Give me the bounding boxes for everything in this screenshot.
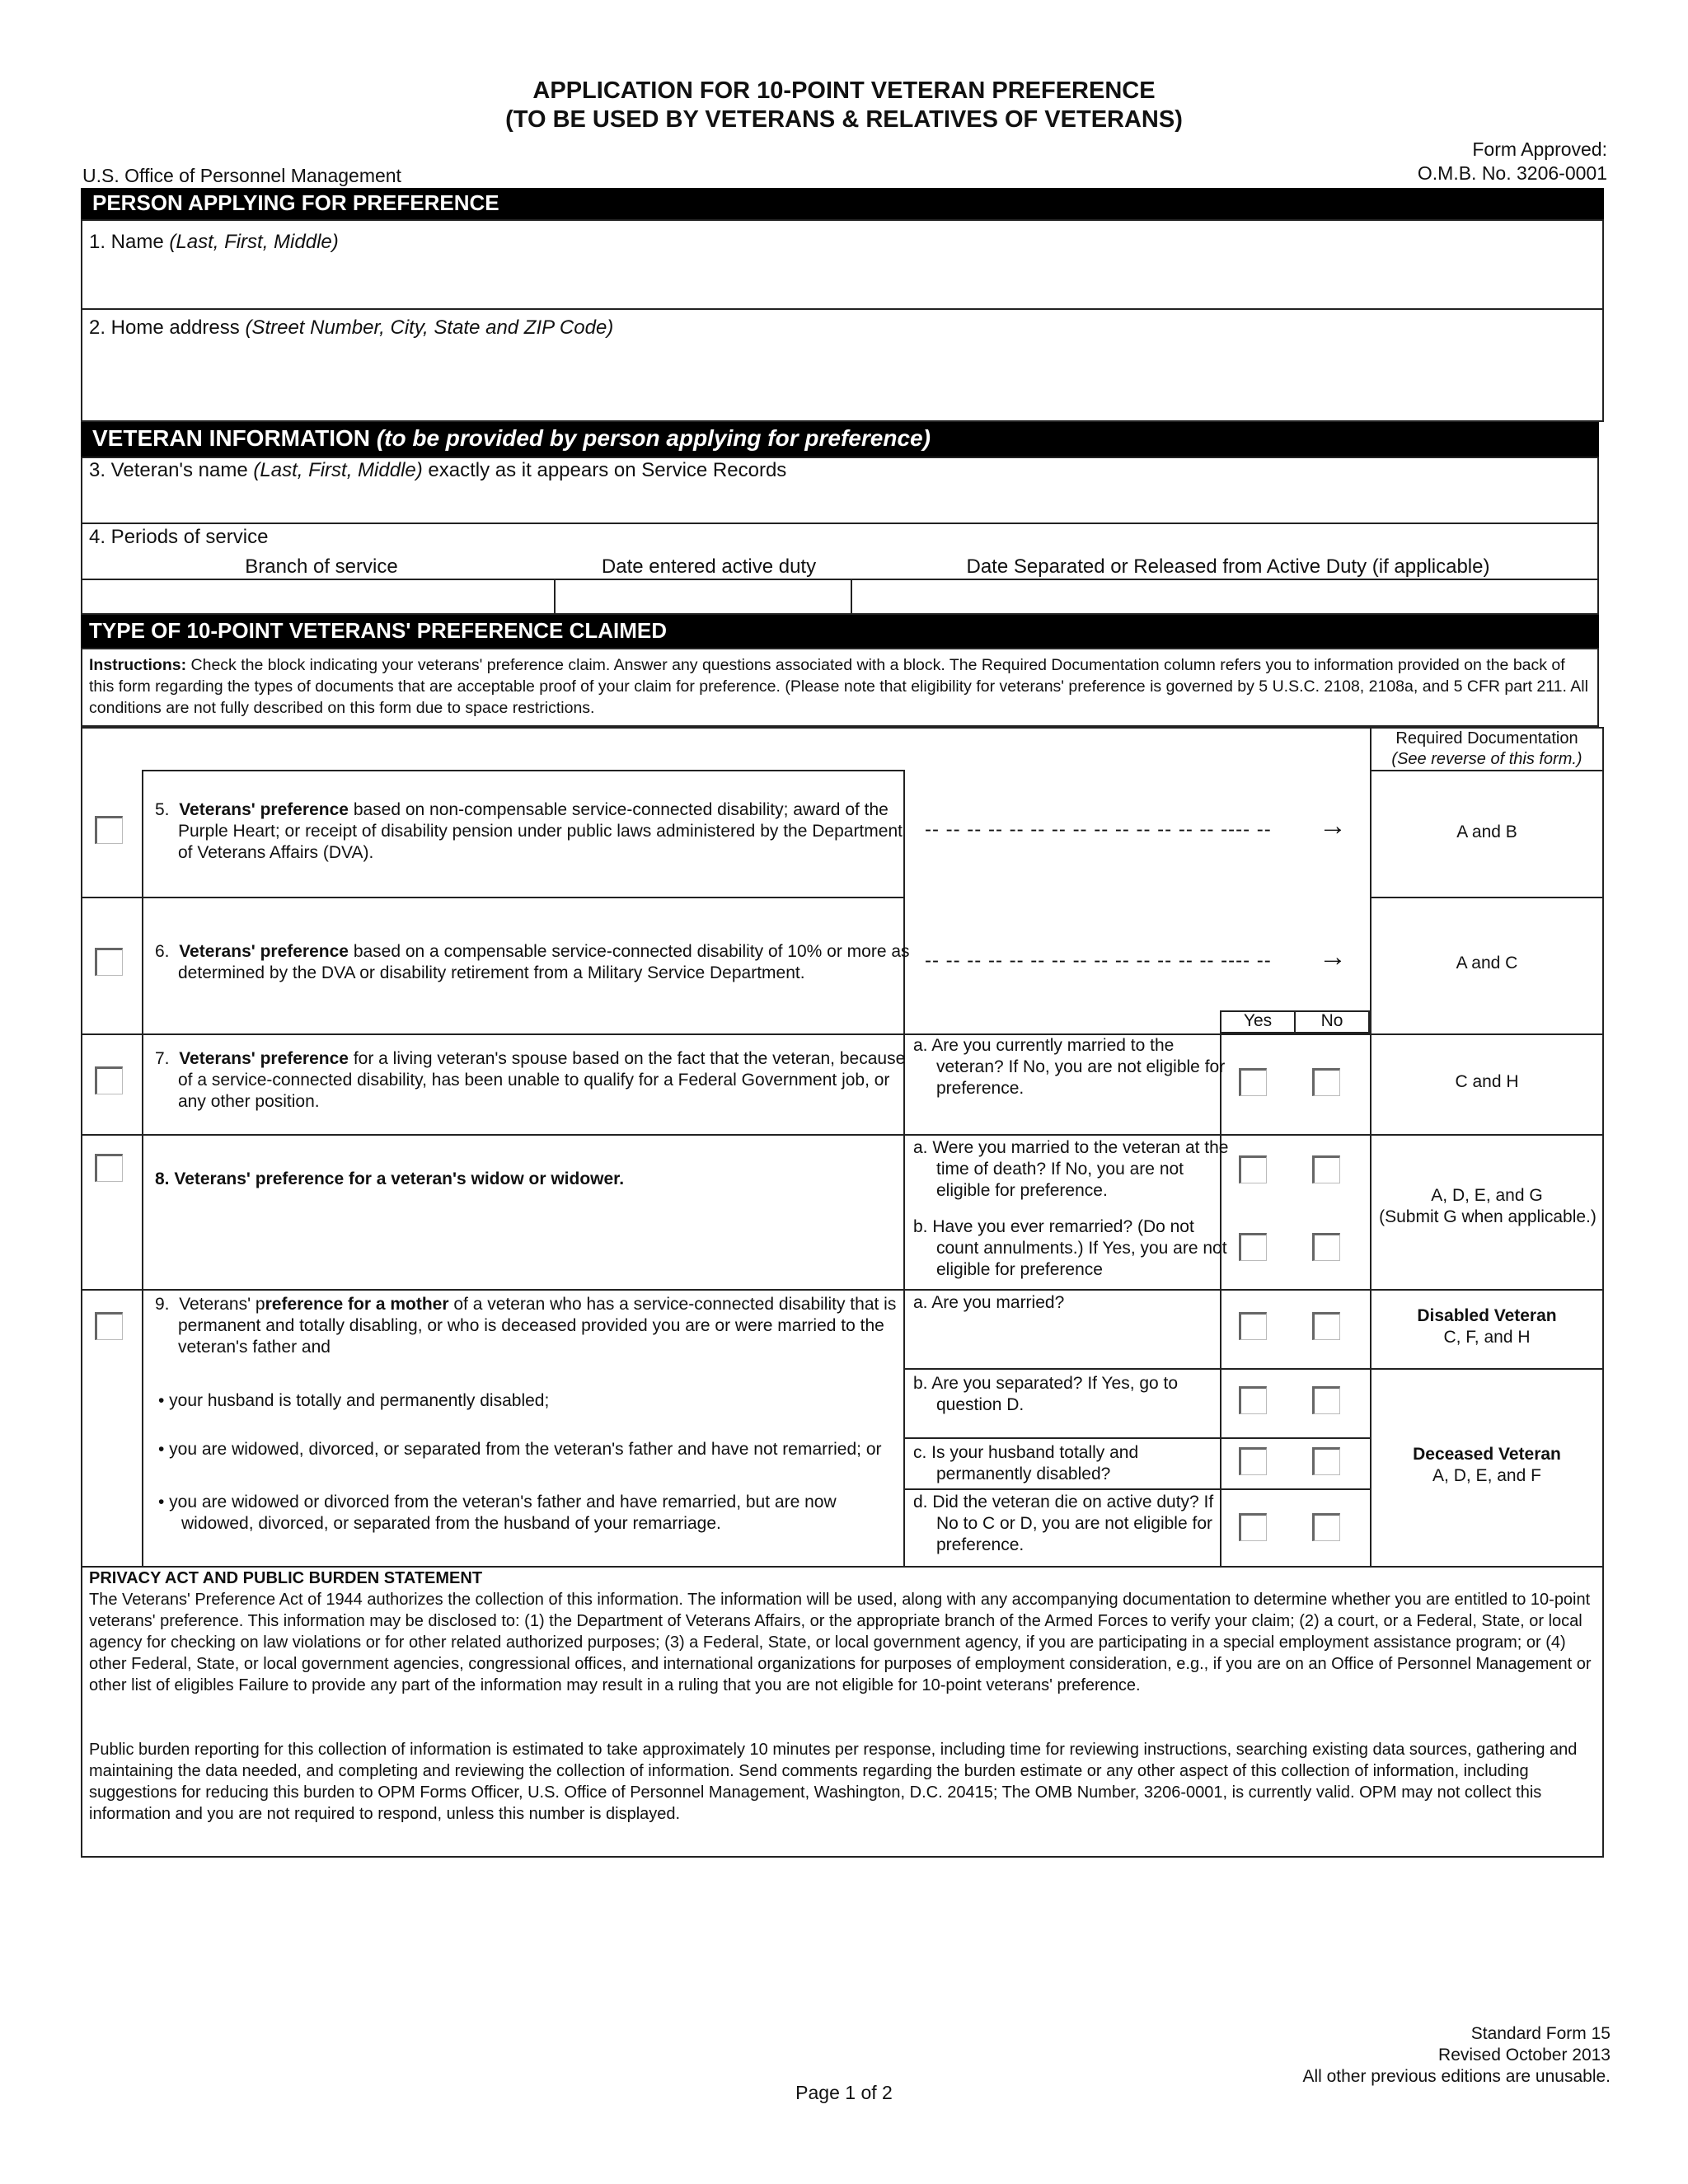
item-9-question-a: a. Are you married? bbox=[913, 1293, 1065, 1312]
divider bbox=[903, 1368, 1604, 1370]
item-9-deceased-veteran-title: Deceased Veteran bbox=[1413, 1445, 1561, 1464]
section-veteran-information: VETERAN INFORMATION (to be provided by person applying for preference) bbox=[81, 422, 1599, 457]
checkbox-item-6[interactable] bbox=[95, 948, 123, 976]
item-8-documentation: A, D, E, and G bbox=[1431, 1186, 1543, 1205]
item-9-bullet-1: • your husband is totally and permanently disabled; bbox=[158, 1391, 550, 1410]
divider bbox=[1370, 1033, 1372, 1568]
item-9d-yes-checkbox[interactable] bbox=[1239, 1513, 1267, 1541]
checkbox-item-5[interactable] bbox=[95, 816, 123, 844]
item-8b-yes-checkbox[interactable] bbox=[1239, 1233, 1267, 1261]
item-8a-no-checkbox[interactable] bbox=[1312, 1155, 1340, 1183]
item-7-text: 7. Veterans' preference for a living veteran's spouse based on the fact that the veteran, because of a service-connected disability, has been unable to qualify for a Federal Government job, or any other position. bbox=[155, 1049, 906, 1111]
item-9-question-b: b. Are you separated? If Yes, go to question D. bbox=[913, 1374, 1179, 1414]
item-9-bullet-2: • you are widowed, divorced, or separated from the veteran's father and have not remarried; or bbox=[158, 1440, 882, 1459]
item-9-deceased-veteran-documentation: A, D, E, and F bbox=[1432, 1466, 1541, 1485]
page-number: Page 1 of 2 bbox=[795, 2082, 893, 2103]
instructions-text: Instructions: Check the block indicating your veterans' preference claim. Answer any questions associated with a block. The Required Documentation column refers you to information provided on the back of this form regarding the types of documents that are acceptable proof of your claim for preference. (Please note that eligibility for veterans' preference is governed by 5 U.S.C. 2108, 2108a, and 5 CFR part 211. All conditions are not fully described on this form due to space restrictions. bbox=[89, 656, 1588, 717]
date-separated-input[interactable] bbox=[852, 580, 1597, 613]
item-7a-yes-checkbox[interactable] bbox=[1239, 1068, 1267, 1096]
item-7-documentation: C and H bbox=[1455, 1072, 1519, 1091]
item-9-text: 9. Veterans' preference for a mother of a veteran who has a service-connected disability that is permanent and totally disabling, or who is deceased provided you are or were married to the veteran's father and bbox=[155, 1295, 897, 1357]
privacy-act-paragraph: The Veterans' Preference Act of 1944 authorizes the collection of this information. The information will be used, along with any accompanying documentation to determine whether you are entitled to 10-point veterans' preference. This information may be disclosed to: (1) the Department of Veterans Affairs, or the appropriate branch of the Armed Forces to verify your claim; (2) a court, or a Federal, State, or local agency for checking on law violations or for other related authorized purposes; (3) a Federal, State, or local government agency, if you are participating in a special employment assistance program; or (4) other Federal, State, or local government agencies, congressional offices, and international organizations for purposes of employment consideration, e.g., if you are on an Office of Personnel Management or other list of eligibles Failure to provide any part of the information may result in a ruling that you are not eligible for 10-point veterans' preference. bbox=[89, 1591, 1592, 1694]
item-6-documentation: A and C bbox=[1456, 954, 1518, 972]
dashed-leader: -- -- -- -- -- -- -- -- -- -- -- -- -- -- ---- -- bbox=[925, 818, 1272, 841]
date-entered-input[interactable] bbox=[556, 580, 849, 613]
item-9-bullet-3: • you are widowed or divorced from the veteran's father and have remarried, but are now widowed, divorced, or separated from the husband of your remarriage. bbox=[158, 1493, 837, 1533]
revision-date: Revised October 2013 bbox=[1438, 2046, 1611, 2064]
checkbox-item-8[interactable] bbox=[95, 1154, 123, 1182]
item-9a-no-checkbox[interactable] bbox=[1312, 1312, 1340, 1340]
divider bbox=[81, 1289, 1604, 1291]
divider bbox=[81, 1134, 1604, 1136]
section-type-of-preference: TYPE OF 10-POINT VETERANS' PREFERENCE CLAIMED bbox=[81, 615, 1599, 648]
item-9-question-c: c. Is your husband totally and permanently disabled? bbox=[913, 1443, 1139, 1483]
veteran-name-input[interactable] bbox=[82, 482, 1597, 522]
item-9b-no-checkbox[interactable] bbox=[1312, 1386, 1340, 1414]
item-8-text: 8. Veterans' preference for a veteran's widow or widower. bbox=[155, 1169, 625, 1188]
divider bbox=[81, 523, 1599, 524]
name-field-label: 1. Name (Last, First, Middle) bbox=[89, 231, 339, 253]
item-9-disabled-veteran-title: Disabled Veteran bbox=[1417, 1306, 1557, 1325]
item-6-text: 6. Veterans' preference based on a compensable service-connected disability of 10% or more as determined by the DVA or disability retirement from a Military Service Department. bbox=[155, 942, 910, 982]
divider bbox=[81, 897, 905, 898]
item-9c-yes-checkbox[interactable] bbox=[1239, 1447, 1267, 1475]
yes-column-label: Yes bbox=[1243, 1011, 1273, 1030]
item-9a-yes-checkbox[interactable] bbox=[1239, 1312, 1267, 1340]
item-7-question-a: a. Are you currently married to the veteran? If No, you are not eligible for preference. bbox=[913, 1036, 1226, 1098]
address-input[interactable] bbox=[82, 338, 1602, 420]
branch-input[interactable] bbox=[82, 580, 552, 613]
required-documentation-header: Required Documentation (See reverse of this form.) bbox=[1391, 729, 1582, 768]
item-7a-no-checkbox[interactable] bbox=[1312, 1068, 1340, 1096]
address-field-label: 2. Home address (Street Number, City, State and ZIP Code) bbox=[89, 316, 614, 339]
agency-name: U.S. Office of Personnel Management bbox=[82, 165, 401, 186]
section-person-applying: PERSON APPLYING FOR PREFERENCE bbox=[81, 188, 1604, 219]
item-9-question-d: d. Did the veteran die on active duty? If No to C or D, you are not eligible for preference. bbox=[913, 1493, 1214, 1554]
checkbox-item-9[interactable] bbox=[95, 1312, 123, 1340]
previous-editions-note: All other previous editions are unusable. bbox=[1302, 2067, 1611, 2086]
form-title-line2: (TO BE USED BY VETERANS & RELATIVES OF VETERANS) bbox=[505, 106, 1183, 133]
item-8a-yes-checkbox[interactable] bbox=[1239, 1155, 1267, 1183]
public-burden-paragraph: Public burden reporting for this collection of information is estimated to take approximately 10 minutes per response, including time for reviewing instructions, searching existing data sources, gathering and maintaining the data needed, and completing and reviewing the collection of information. Send comments regarding the burden estimate or any other aspect of this collection of information, including suggestions for reducing this burden to OPM Forms Officer, U.S. Office of Personnel Management, Washington, D.C. 20415; The OMB Number, 3206-0001, is currently valid. OPM may not collect this information and you are not required to respond, unless this number is displayed. bbox=[89, 1741, 1578, 1823]
col-date-entered: Date entered active duty bbox=[601, 555, 817, 578]
checkbox-item-7[interactable] bbox=[95, 1066, 123, 1094]
periods-of-service-label: 4. Periods of service bbox=[89, 526, 269, 548]
item-9-disabled-veteran-documentation: C, F, and H bbox=[1443, 1328, 1531, 1347]
item-5-documentation: A and B bbox=[1456, 823, 1517, 841]
col-branch-of-service: Branch of service bbox=[245, 555, 398, 578]
divider bbox=[142, 770, 905, 771]
divider bbox=[1370, 897, 1604, 898]
standard-form-name: Standard Form 15 bbox=[1470, 2024, 1611, 2043]
item-9c-no-checkbox[interactable] bbox=[1312, 1447, 1340, 1475]
omb-number: O.M.B. No. 3206-0001 bbox=[1417, 162, 1607, 184]
form-approved-label: Form Approved: bbox=[1472, 138, 1607, 160]
divider bbox=[81, 1033, 1604, 1035]
arrow-right-icon: → bbox=[1319, 810, 1347, 841]
item-8-question-a: a. Were you married to the veteran at the time of death? If No, you are not eligible for preference. bbox=[913, 1138, 1229, 1200]
divider bbox=[1370, 727, 1372, 1033]
divider bbox=[1370, 770, 1604, 771]
item-8-question-b: b. Have you ever remarried? (Do not count annulments.) If Yes, you are not eligible for preference bbox=[913, 1217, 1227, 1279]
veteran-name-label: 3. Veteran's name (Last, First, Middle) exactly as it appears on Service Records bbox=[89, 459, 787, 481]
item-5-text: 5. Veterans' preference based on non-compensable service-connected disability; award of the Purple Heart; or receipt of disability pension under public laws administered by the Department of Veterans Affairs (DVA). bbox=[155, 800, 903, 862]
dashed-leader: -- -- -- -- -- -- -- -- -- -- -- -- -- -- ---- -- bbox=[925, 949, 1272, 972]
name-input[interactable] bbox=[82, 251, 1602, 307]
form-title-line1: APPLICATION FOR 10-POINT VETERAN PREFERENCE bbox=[532, 77, 1156, 104]
divider bbox=[142, 770, 143, 1568]
item-8b-no-checkbox[interactable] bbox=[1312, 1233, 1340, 1261]
item-9d-no-checkbox[interactable] bbox=[1312, 1513, 1340, 1541]
no-column-label: No bbox=[1320, 1011, 1343, 1030]
divider bbox=[903, 1488, 1370, 1490]
privacy-act-title: PRIVACY ACT AND PUBLIC BURDEN STATEMENT bbox=[89, 1569, 483, 1587]
arrow-right-icon: → bbox=[1319, 941, 1347, 972]
col-date-separated: Date Separated or Released from Active Duty (if applicable) bbox=[966, 555, 1490, 578]
item-8-documentation-note: (Submit G when applicable.) bbox=[1379, 1207, 1597, 1226]
divider bbox=[81, 308, 1604, 310]
item-9b-yes-checkbox[interactable] bbox=[1239, 1386, 1267, 1414]
divider bbox=[903, 1437, 1370, 1439]
